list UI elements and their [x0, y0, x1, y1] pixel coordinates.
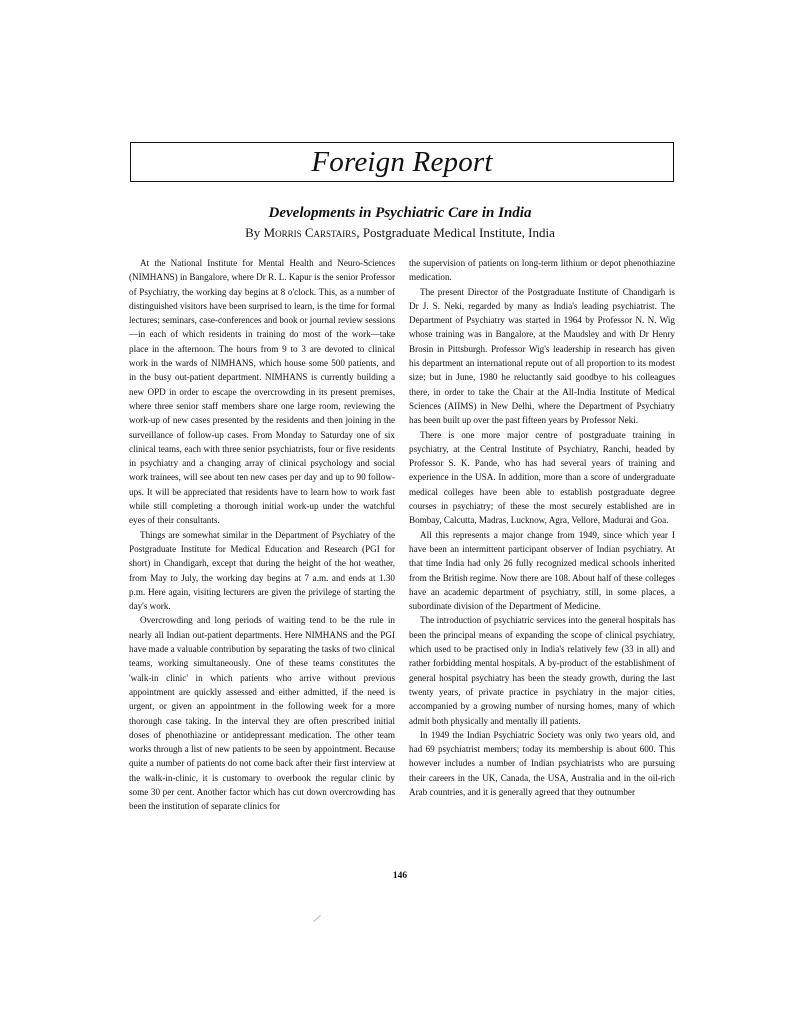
- paragraph: There is one more major centre of postgraduate training in psychiatry, at the Central Institute of Psychiatry, Ranchi, headed by Professor S. K. Pande, who has had several years of training and experience in the USA. In addition, more than a score of undergraduate medical colleges have been able to establish postgraduate degree courses in psychiatry; of these the most securely established are in Bombay, Calcutta, Madras, Lucknow, Agra, Vellore, Madurai and Goa.: [409, 429, 675, 526]
- paragraph-continuation: the supervision of patients on long-term lithium or depot phenothiazine medication.: [409, 258, 675, 283]
- paragraph: The introduction of psychiatric services into the general hospitals has been the principal means of expanding the scope of clinical psychiatry, which used to be practised only in India's relatively few (33 in all) and rather forbidding mental hospitals. A by-product of the establishment of general hospital psychiatry has been the steady growth, during the last twenty years, of private practice in psychiatry in the major cities, accompanied by a growing number of nursing homes, many of which admit both physically and mentally ill patients.: [409, 615, 675, 726]
- section-banner: [130, 142, 674, 182]
- author-name: Morris Carstairs: [263, 225, 357, 240]
- left-column: [129, 256, 395, 814]
- right-column: [409, 256, 675, 799]
- paragraph: Overcrowding and long periods of waiting tend to be the rule in nearly all Indian out-patient departments. Here NIMHANS and the PGI have made a valuable contribution by separating the tasks of two clinical teams, working simultaneously. One of these teams constitutes the 'walk-in clinic' in which patients who arrive without previous appointment are quickly assessed and either admitted, if the need is urgent, or given an appointment in the following week for a more thorough case taking. In the interval they are often prescribed initial doses of phenothiazine or antidepressant medication. The other team works through a list of new patients to be seen by appointment. Because quite a number of patients do not come back after their first interview at the walk-in-clinic, it is customary to overbook the regular clinic by some 30 per cent. Another factor which has cut down overcrowding has been the institution of separate clinics for: [129, 615, 395, 812]
- paragraph: At the National Institute for Mental Health and Neuro-Sciences (NIMHANS) in Bangalore, where Dr R. L. Kapur is the senior Professor of Psychiatry, the working day begins at 8 o'clock. This, as a number of distinguished visitors have been surprised to learn, is the time for formal lectures; seminars, case-conferences and book or journal review sessions—in each of which residents in training do most of the work—take place in the afternoon. The hours from 9 to 3 are devoted to clinical work in the wards of NIMHANS, which house some 500 patients, and in the busy out-patient department. NIMHANS is currently building a new OPD in order to escape the overcrowding in its present premises, where three senior staff members share one large room, reviewing the work-up of new cases presented by the residents and then joining in the surveillance of follow-up cases. From Monday to Saturday one of six clinical teams, each with three senior psychiatrists, four or five residents in psychiatry and a changing array of clinical psychology and social work trainees, will see about ten new cases per day and up to 90 follow-ups. It will be appreciated that residents have to learn how to work fast while still completing a thorough initial work-up under the watchful eyes of their consultants.: [129, 258, 395, 526]
- paragraph: Things are somewhat similar in the Department of Psychiatry of the Postgraduate Institute for Medical Education and Research (PGI for short) in Chandigarh, except that during the height of the hot weather, from May to July, the working day begins at 7 a.m. and ends at 1.30 p.m. Here again, visiting lecturers are given the privilege of starting the day's work.: [129, 529, 395, 612]
- section-title: Foreign Report: [311, 145, 493, 178]
- paragraph: In 1949 the Indian Psychiatric Society was only two years old, and had 69 psychiatrist members; today its membership is about 600. This however includes a number of Indian psychiatrists who are pursuing their careers in the UK, Canada, the USA, Australia and in the oil-rich Arab countries, and it is generally agreed that they outnumber: [409, 729, 675, 797]
- author-affiliation: , Postgraduate Medical Institute, India: [356, 225, 555, 240]
- scan-mark: [313, 915, 321, 922]
- article-title: Developments in Psychiatric Care in India: [268, 205, 532, 221]
- page-number: 146: [392, 871, 408, 881]
- paragraph: All this represents a major change from 1949, since which year I have been an intermittent participant observer of Indian psychiatry. At that time India had only 26 fully recognized medical schools inherited from the British regime. Now there are 108. About half of these colleges have an academic department of psychiatry, still, in some places, a subordinate division of the Department of Medicine.: [409, 529, 675, 612]
- byline: [0, 225, 800, 241]
- byline-prefix: By: [245, 225, 264, 240]
- paragraph: The present Director of the Postgraduate Institute of Chandigarh is Dr J. S. Neki, regarded by many as India's leading psychiatrist. The Department of Psychiatry was started in 1964 by Professor N. N. Wig whose training was in Bangalore, at the Maudsley and with Dr Henry Brosin in Pittsburgh. Professor Wig's leadership in research has given his department an international repute out of all proportion to its modest size; but in June, 1980 he reluctantly said goodbye to his colleagues there, in order to take the Chair at the All-India Institute of Medical Sciences (AIIMS) in New Delhi, where the Department of Psychiatry has been built up over the past fifteen years by Professor Neki.: [409, 286, 675, 426]
